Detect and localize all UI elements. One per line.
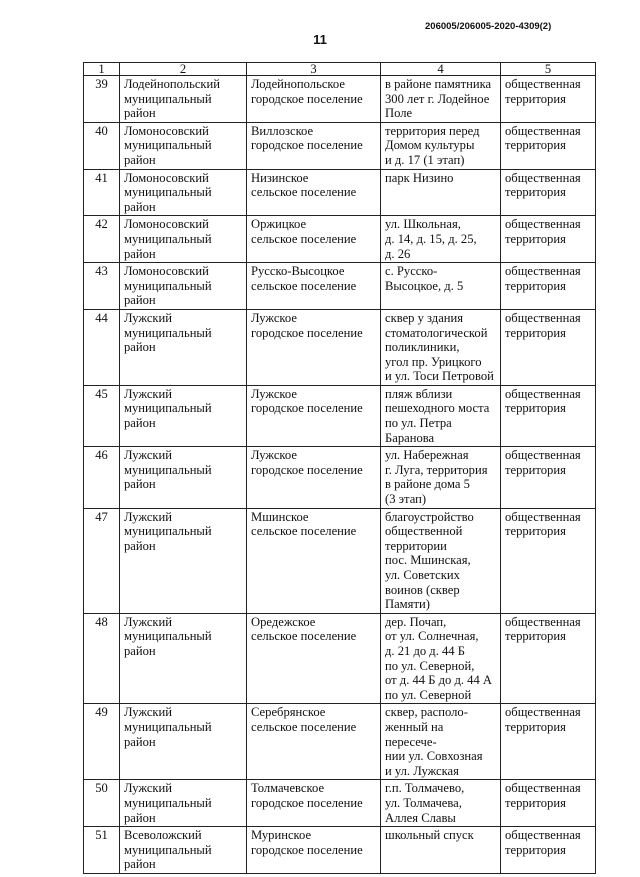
row-number-cell: 41 (84, 169, 120, 216)
row-number-cell: 40 (84, 122, 120, 169)
territory-type-cell: общественная территория (501, 447, 596, 508)
location-cell: сквер, располо- женный на пересече- нии ул. Совхозная и ул. Лужская (381, 704, 501, 780)
district-cell: Лодейнопольский муниципальный район (120, 76, 247, 123)
settlement-cell: Мшинское сельское поселение (247, 508, 381, 613)
column-header-5: 5 (501, 63, 596, 76)
district-cell: Ломоносовский муниципальный район (120, 122, 247, 169)
row-number-cell: 48 (84, 613, 120, 704)
column-header-4: 4 (381, 63, 501, 76)
location-cell: школьный спуск (381, 827, 501, 874)
table-row (84, 216, 596, 263)
district-cell: Всеволожский муниципальный район (120, 827, 247, 874)
location-cell: пляж вблизи пешеходного моста по ул. Петра Баранова (381, 385, 501, 446)
table-row (84, 309, 596, 385)
row-number-cell: 44 (84, 309, 120, 385)
settlement-cell: Виллозское городское поселение (247, 122, 381, 169)
column-header-2: 2 (120, 63, 247, 76)
settlement-cell: Русско-Высоцкое сельское поселение (247, 263, 381, 310)
location-cell: ул. Набережная г. Луга, территория в районе дома 5 (3 этап) (381, 447, 501, 508)
territory-type-cell: общественная территория (501, 122, 596, 169)
row-number-cell: 50 (84, 780, 120, 827)
row-number-cell: 45 (84, 385, 120, 446)
column-header-3: 3 (247, 63, 381, 76)
location-cell: с. Русско- Высоцкое, д. 5 (381, 263, 501, 310)
territory-type-cell: общественная территория (501, 508, 596, 613)
territory-type-cell: общественная территория (501, 76, 596, 123)
territory-type-cell: общественная территория (501, 385, 596, 446)
territory-type-cell: общественная территория (501, 780, 596, 827)
location-cell: в районе памятника 300 лет г. Лодейное Поле (381, 76, 501, 123)
district-cell: Лужский муниципальный район (120, 385, 247, 446)
table-body (84, 63, 596, 874)
table-row (84, 508, 596, 613)
table-row (84, 704, 596, 780)
settlement-cell: Толмачевское городское поселение (247, 780, 381, 827)
row-number-cell: 47 (84, 508, 120, 613)
row-number-cell: 46 (84, 447, 120, 508)
district-cell: Лужский муниципальный район (120, 780, 247, 827)
location-cell: дер. Почап, от ул. Солнечная, д. 21 до д. 44 Б по ул. Северной, от д. 44 Б до д. 44 А по ул. Северной (381, 613, 501, 704)
row-number-cell: 49 (84, 704, 120, 780)
table-row (84, 263, 596, 310)
district-cell: Ломоносовский муниципальный район (120, 216, 247, 263)
location-cell: ул. Школьная, д. 14, д. 15, д. 25, д. 26 (381, 216, 501, 263)
territory-type-cell: общественная территория (501, 309, 596, 385)
district-cell: Лужский муниципальный район (120, 447, 247, 508)
district-cell: Лужский муниципальный район (120, 309, 247, 385)
table-row (84, 447, 596, 508)
table-row (84, 780, 596, 827)
table-row (84, 613, 596, 704)
location-cell: парк Низино (381, 169, 501, 216)
location-cell: г.п. Толмачево, ул. Толмачева, Аллея Славы (381, 780, 501, 827)
district-cell: Лужский муниципальный район (120, 704, 247, 780)
table-row (84, 122, 596, 169)
territory-table (83, 62, 596, 874)
settlement-cell: Низинское сельское поселение (247, 169, 381, 216)
settlement-cell: Лодейнопольское городское поселение (247, 76, 381, 123)
table-header-row (84, 63, 596, 76)
district-cell: Лужский муниципальный район (120, 613, 247, 704)
location-cell: сквер у здания стоматологической поликлиники, угол пр. Урицкого и ул. Тоси Петровой (381, 309, 501, 385)
row-number-cell: 43 (84, 263, 120, 310)
settlement-cell: Серебрянское сельское поселение (247, 704, 381, 780)
territory-type-cell: общественная территория (501, 263, 596, 310)
table-row (84, 385, 596, 446)
location-cell: территория перед Домом культуры и д. 17 (1 этап) (381, 122, 501, 169)
territory-type-cell: общественная территория (501, 704, 596, 780)
settlement-cell: Лужское городское поселение (247, 309, 381, 385)
settlement-cell: Муринское городское поселение (247, 827, 381, 874)
row-number-cell: 39 (84, 76, 120, 123)
row-number-cell: 51 (84, 827, 120, 874)
territory-type-cell: общественная территория (501, 216, 596, 263)
district-cell: Ломоносовский муниципальный район (120, 263, 247, 310)
settlement-cell: Лужское городское поселение (247, 385, 381, 446)
district-cell: Лужский муниципальный район (120, 508, 247, 613)
territory-type-cell: общественная территория (501, 169, 596, 216)
territory-type-cell: общественная территория (501, 613, 596, 704)
column-header-1: 1 (84, 63, 120, 76)
settlement-cell: Оредежское сельское поселение (247, 613, 381, 704)
table-row (84, 169, 596, 216)
district-cell: Ломоносовский муниципальный район (120, 169, 247, 216)
row-number-cell: 42 (84, 216, 120, 263)
territory-type-cell: общественная территория (501, 827, 596, 874)
table-row (84, 76, 596, 123)
location-cell: благоустройство общественной территории пос. Мшинская, ул. Советских воинов (сквер Памяти) (381, 508, 501, 613)
settlement-cell: Лужское городское поселение (247, 447, 381, 508)
document-id: 206005/206005-2020-4309(2) (425, 21, 552, 32)
table-row (84, 827, 596, 874)
page-number: 11 (313, 32, 327, 47)
settlement-cell: Оржицкое сельское поселение (247, 216, 381, 263)
